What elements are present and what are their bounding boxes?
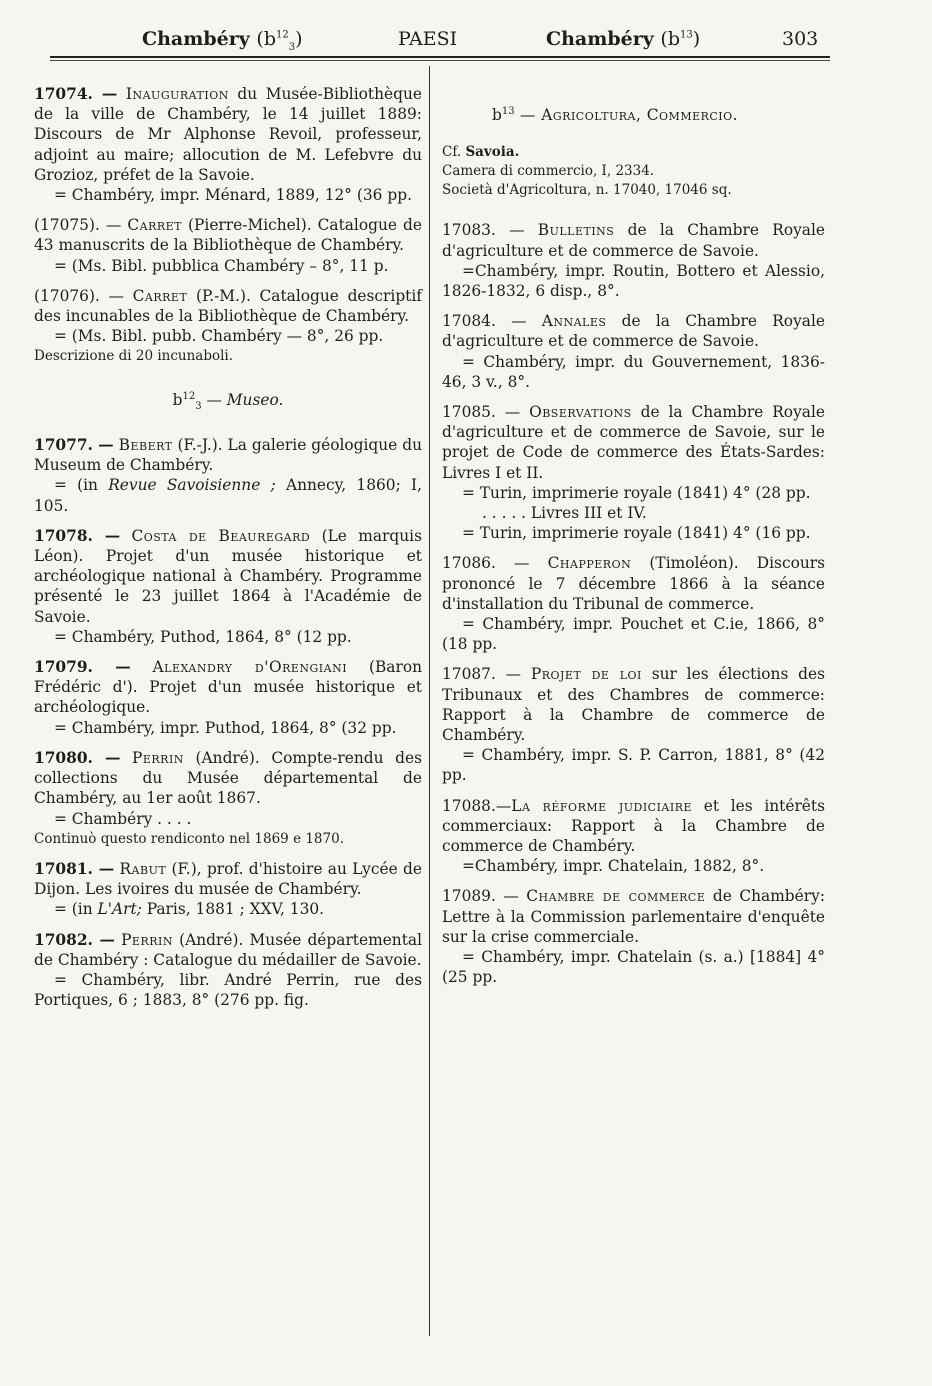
running-head-center: PAESI <box>398 28 458 50</box>
cross-references: Cf. Savoia. Camera di commercio, I, 2334. Società d'Agricoltura, n. 17040, 17046 sq. <box>442 144 732 199</box>
entry-17088: 17088.—La réforme judiciaire et les intérêts commerciaux: Rapport à la Chambre de commerce de Chambéry. =Chambéry, impr. Chatelain, 1882, 8°. <box>442 796 826 876</box>
running-head-left: Chambéry $(b^{12}_3)$ <box>142 28 303 53</box>
entry-17087: 17087. — Projet de loi sur les élections des Tribunaux et des Chambres de commerce: Rapport à la Chambre de commerce de Chambéry. = Chambéry, impr. S. P. Carron, 1881, 8° (42 pp. <box>442 665 825 785</box>
entry-17078: 17078. — Costa de Beauregard (Le marquis Léon). Projet d'un musée historique et archéologique national à Chambéry. Programme présenté le 23 juillet 1864 à l'Académie de Savoie. = Chambéry, Puthod, 1864, 8° (12 pp. <box>34 526 422 646</box>
entry-17084: 17084. — Annales de la Chambre Royale d'agriculture et de commerce de Savoie. = Chambéry, impr. du Gouvernement, 1836-46, 3 v., 8°. <box>442 312 825 391</box>
entry-17086: 17086. — Chapperon (Timoléon). Discours prononcé le 7 décembre 1866 à la séance d'installation du Tribunal de commerce. = Chambéry, impr. Pouchet et C.ie, 1866, 8° (18 pp. <box>442 554 825 654</box>
note: Continuò questo rendiconto nel 1869 e 1870. <box>34 830 344 847</box>
entry-17079: 17079. — Alexandry d'Orengiani (Baron Frédéric d'). Projet d'un musée historique et archéologique. = Chambéry, impr. Puthod, 1864, 8° (32 pp. <box>34 658 422 737</box>
entry-17081: 17081. — Rabut (F.), prof. d'histoire au Lycée de Dijon. Les ivoires du musée de Chambéry. = (in L'Art; Paris, 1881 ; XXV, 130. <box>34 859 422 919</box>
section-heading-agricoltura: $b^{13}$ — Agricoltura, Commercio. <box>492 106 739 125</box>
page-number: 303 <box>782 28 819 50</box>
note: Descrizione di 20 incunaboli. <box>34 348 234 365</box>
running-head-right: Chambéry $(b^{13})$ <box>546 28 701 50</box>
entry-17080: 17080. — Perrin (André). Compte-rendu des collections du Musée départemental de Chambéry, au 1er août 1867. = Chambéry . . . . Continuò questo rendiconto nel 1869 e 1870. <box>34 748 422 849</box>
header-rule-thin <box>50 60 830 61</box>
page-header <box>0 24 932 64</box>
entry-17075: (17075). — Carret (Pierre-Michel). Catalogue de 43 manuscrits de la Bibliothèque de Chambéry. = (Ms. Bibl. pubblica Chambéry – 8°, 11 p. <box>34 216 422 275</box>
entry-17074: 17074. — Inauguration du Musée-Bibliothèque de la ville de Chambéry, le 14 juillet 1889: Discours de Mr Alphonse Revoil, professeur, adjoint au maire; allocution de M. Lefebvre du Grozioz, préfet de la Savoie. = Chambéry, impr. Ménard, 1889, 12° (36 pp. <box>34 85 422 205</box>
entry-17082: 17082. — Perrin (André). Musée départemental de Chambéry : Catalogue du médailler de Savoie. = Chambéry, libr. André Perrin, rue des Portiques, 6 ; 1883, 8° (276 pp. fig. <box>34 930 422 1010</box>
entry-17083: 17083. — Bulletins de la Chambre Royale d'agriculture et de commerce de Savoie. =Chambéry, impr. Routin, Bottero et Alessio, 1826-1832, 6 disp., 8°. <box>442 221 825 300</box>
entry-17085: 17085. — Observations de la Chambre Royale d'agriculture et de commerce de Savoie, sur le projet de Code de commerce des États-Sardes: Livres I et II. = Turin, imprimerie royale (1841) 4° (28 pp. . . . . . Livres III et IV. = Turin, imprimerie royale (1841) 4° (16 pp. <box>442 402 825 543</box>
column-divider <box>429 66 430 1336</box>
header-rule <box>50 56 830 58</box>
entry-17089: 17089. — Chambre de commerce de Chambéry: Lettre à la Commission parlementaire d'enquête sur la crise commerciale. = Chambéry, impr. Chatelain (s. a.) [1884] 4° (25 pp. <box>442 887 825 987</box>
section-heading-museo: $b^{12}_3$ — Museo. <box>172 390 284 412</box>
entry-17076: (17076). — Carret (P.-M.). Catalogue descriptif des incunables de la Bibliothèque de Chambéry. = (Ms. Bibl. pubb. Chambéry — 8°, 26 pp. Descrizione di 20 incunaboli. <box>34 286 422 367</box>
right-column <box>442 84 825 997</box>
entry-17077: 17077. — Bebert (F.-J.). La galerie géologique du Museum de Chambéry. = (in Revue Savoisienne ; Annecy, 1860; I, 105. <box>34 436 422 515</box>
left-column <box>34 84 422 1020</box>
